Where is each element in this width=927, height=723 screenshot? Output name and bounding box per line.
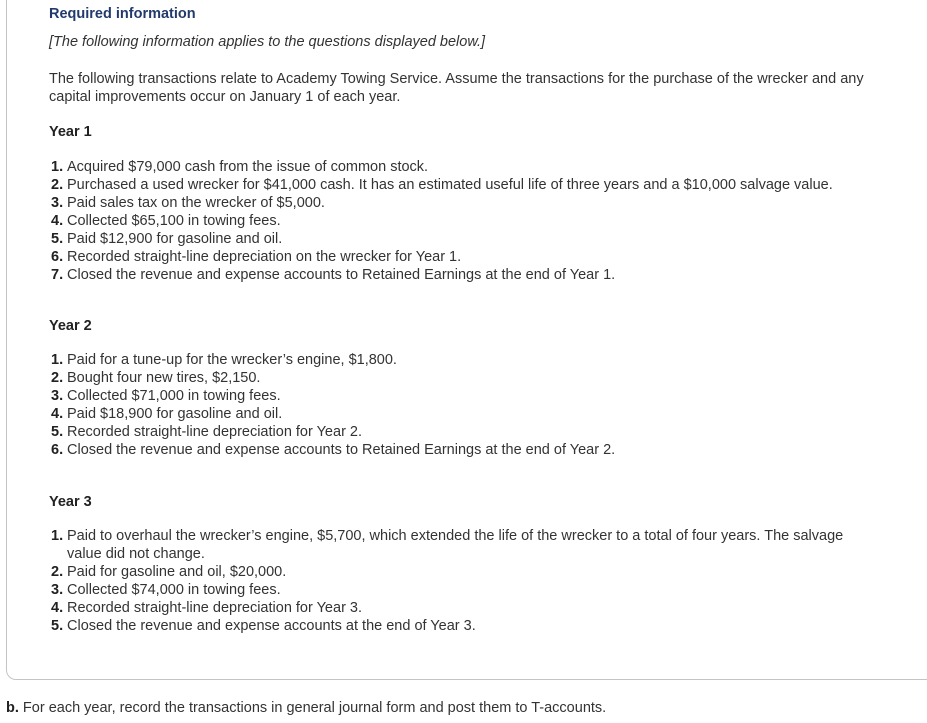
item-number: 1. <box>51 159 64 175</box>
item-number: 4. <box>51 600 64 616</box>
item-text: Collected $71,000 in towing fees. <box>67 388 281 404</box>
list-item <box>51 423 911 441</box>
item-text: Collected $74,000 in towing fees. <box>67 582 281 598</box>
item-number: 3. <box>51 195 64 211</box>
item-text: Paid for gasoline and oil, $20,000. <box>67 564 287 580</box>
item-number: 5. <box>51 424 64 440</box>
list-item <box>51 563 871 581</box>
part-label: b. <box>6 700 19 716</box>
list-item <box>51 158 911 176</box>
item-text: Acquired $79,000 cash from the issue of common stock. <box>67 159 429 175</box>
applies-note: [The following information applies to the questions displayed below.] <box>49 34 486 50</box>
item-text: Recorded straight-line depreciation for Year 3. <box>67 600 363 616</box>
item-text: Recorded straight-line depreciation on the wrecker for Year 1. <box>67 249 462 265</box>
item-text: Recorded straight-line depreciation for Year 2. <box>67 424 363 440</box>
list-item <box>51 387 911 405</box>
year-3-heading: Year 3 <box>49 494 92 510</box>
instruction-text: For each year, record the transactions in general journal form and post them to T-accounts. <box>22 700 607 716</box>
item-number: 5. <box>51 618 64 634</box>
list-item <box>51 351 911 369</box>
list-item <box>51 581 871 599</box>
item-text: Closed the revenue and expense accounts to Retained Earnings at the end of Year 2. <box>67 442 616 458</box>
item-number: 1. <box>51 528 64 544</box>
item-text: Paid to overhaul the wrecker’s engine, $5,700, which extended the life of the wrecker to a total of four years. The salvage value did not change. <box>67 528 844 562</box>
year-1-transaction-list <box>51 158 911 284</box>
list-item <box>51 248 911 266</box>
required-information-title: Required information <box>49 6 196 22</box>
item-number: 2. <box>51 177 64 193</box>
item-number: 4. <box>51 406 64 422</box>
item-number: 2. <box>51 370 64 386</box>
list-item <box>51 230 911 248</box>
item-text: Paid sales tax on the wrecker of $5,000. <box>67 195 325 211</box>
intro-paragraph: The following transactions relate to Academy Towing Service. Assume the transactions for the purchase of the wrecker and any capital improvements occur on January 1 of each year. <box>49 71 864 105</box>
list-item <box>51 405 911 423</box>
item-number: 7. <box>51 267 64 283</box>
year-1-heading: Year 1 <box>49 124 92 140</box>
item-number: 1. <box>51 352 64 368</box>
item-number: 5. <box>51 231 64 247</box>
item-text: Paid for a tune-up for the wrecker’s engine, $1,800. <box>67 352 397 368</box>
list-item <box>51 194 911 212</box>
list-item <box>51 617 871 635</box>
list-item <box>51 527 871 563</box>
item-number: 3. <box>51 582 64 598</box>
item-text: Paid $18,900 for gasoline and oil. <box>67 406 283 422</box>
year-2-heading: Year 2 <box>49 318 92 334</box>
list-item <box>51 176 911 194</box>
item-number: 4. <box>51 213 64 229</box>
list-item <box>51 441 911 459</box>
year-2-transaction-list <box>51 351 911 459</box>
item-text: Closed the revenue and expense accounts to Retained Earnings at the end of Year 1. <box>67 267 616 283</box>
item-number: 6. <box>51 249 64 265</box>
item-text: Closed the revenue and expense accounts at the end of Year 3. <box>67 618 476 634</box>
item-number: 3. <box>51 388 64 404</box>
part-b-instruction <box>6 700 606 716</box>
required-information-panel <box>6 0 927 680</box>
item-number: 6. <box>51 442 64 458</box>
item-number: 2. <box>51 564 64 580</box>
list-item <box>51 266 911 284</box>
item-text: Collected $65,100 in towing fees. <box>67 213 281 229</box>
year-3-transaction-list <box>51 527 871 635</box>
item-text: Purchased a used wrecker for $41,000 cash. It has an estimated useful life of three years and a $10,000 salvage value. <box>67 177 833 193</box>
list-item <box>51 212 911 230</box>
list-item <box>51 599 871 617</box>
list-item <box>51 369 911 387</box>
item-text: Paid $12,900 for gasoline and oil. <box>67 231 283 247</box>
item-text: Bought four new tires, $2,150. <box>67 370 261 386</box>
